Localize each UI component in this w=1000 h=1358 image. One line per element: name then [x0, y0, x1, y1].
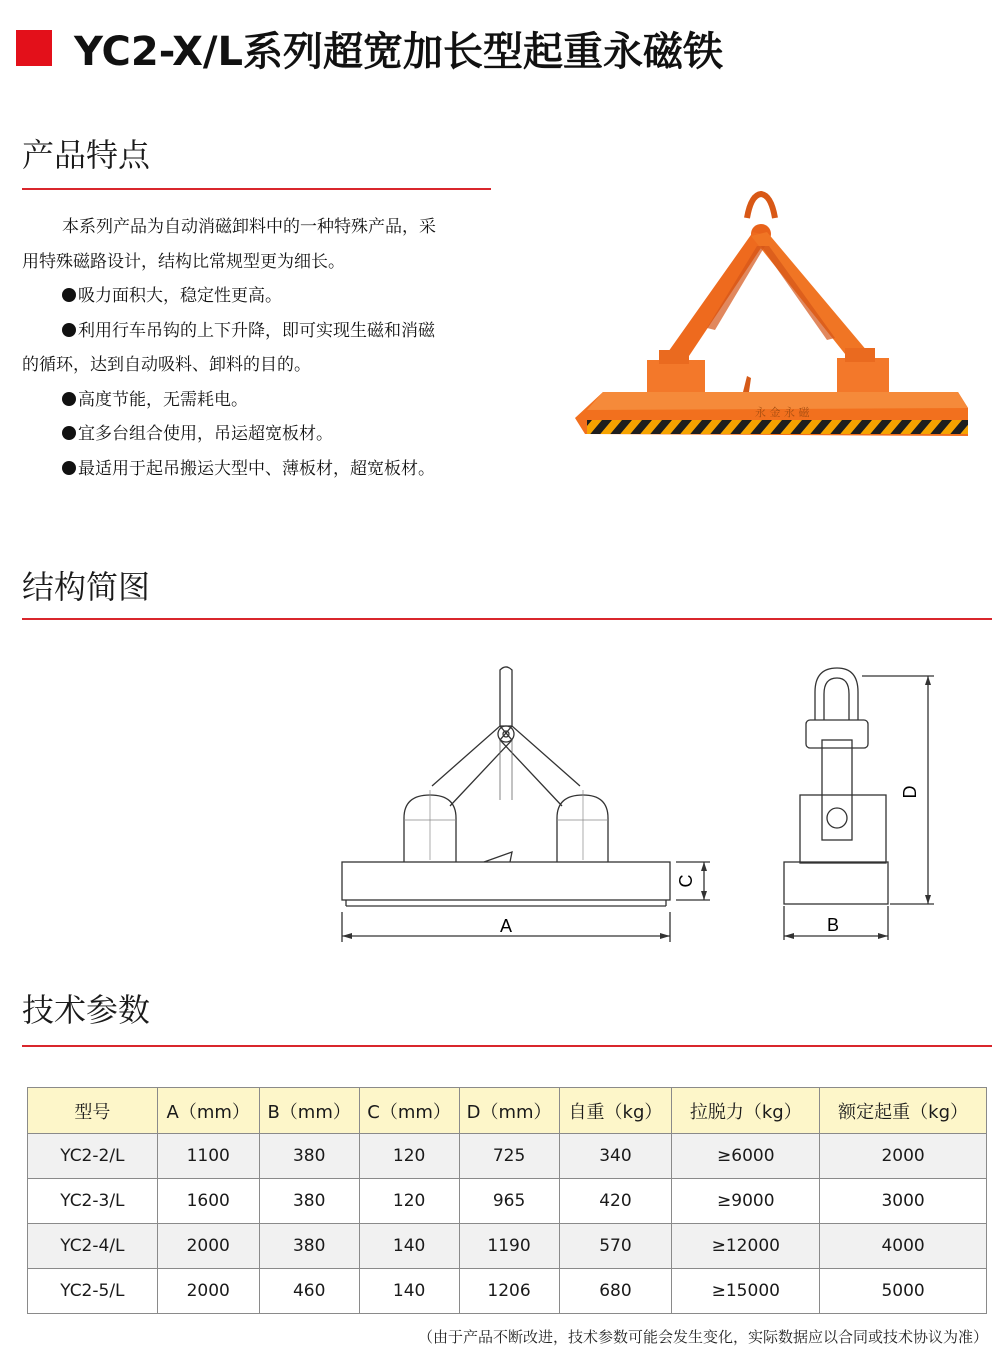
upright-cap: [845, 348, 875, 362]
table-cell: 1600: [157, 1179, 259, 1224]
front-right-block: [557, 795, 608, 862]
table-cell: YC2-5/L: [28, 1269, 158, 1314]
arm-slot: [761, 246, 835, 340]
left-arm: [661, 232, 769, 365]
footnote: （由于产品不断改进，技术参数可能会发生变化，实际数据应以合同或技术协议为准）: [417, 1328, 988, 1346]
feature-bullet-1-text: 吸力面积大，稳定性更高。: [78, 286, 282, 306]
bullet-dot-icon: [62, 323, 76, 337]
release-lever: [743, 376, 751, 392]
table-cell: YC2-3/L: [28, 1179, 158, 1224]
table-cell: 4000: [820, 1224, 987, 1269]
table-cell: ≥9000: [672, 1179, 820, 1224]
header-cell: 额定起重（kg）: [820, 1088, 987, 1134]
table-cell: 570: [559, 1224, 672, 1269]
table-cell: 340: [559, 1134, 672, 1179]
table-cell: 380: [259, 1179, 359, 1224]
page-title: YC2-X/L系列超宽加长型起重永磁铁: [74, 28, 724, 75]
feature-bullet-5-text: 最适用于起吊搬运大型中、薄板材，超宽板材。: [78, 458, 435, 479]
photo-label: 永 金 永 磁: [755, 406, 810, 419]
table-cell: 965: [459, 1179, 559, 1224]
bullet-dot-icon: [62, 461, 76, 475]
title-accent-square: [16, 30, 52, 66]
header-cell: A（mm）: [157, 1088, 259, 1134]
feature-bullet-2: [22, 314, 500, 349]
side-body: [800, 795, 886, 863]
specs-section-title: 技术参数: [22, 991, 151, 1029]
table-cell: 1206: [459, 1269, 559, 1314]
features-divider: [22, 188, 491, 190]
header-cell: 型号: [28, 1088, 158, 1134]
feature-bullet-5: [22, 452, 500, 487]
table-cell: 725: [459, 1134, 559, 1179]
lifting-ring: [747, 194, 775, 218]
bullet-dot-icon: [62, 426, 76, 440]
table-row: [28, 1269, 987, 1314]
table-cell: 380: [259, 1224, 359, 1269]
table-cell: 2000: [157, 1224, 259, 1269]
intro-line-2: 用特殊磁路设计，结构比常规型更为细长。: [22, 251, 345, 272]
intro-line-1: 本系列产品为自动消磁卸料中的一种特殊产品，采: [62, 217, 436, 237]
upright-cap: [659, 350, 689, 364]
table-row: [28, 1224, 987, 1269]
front-lifting-bar: [500, 667, 512, 726]
table-cell: 460: [259, 1269, 359, 1314]
table-cell: ≥15000: [672, 1269, 820, 1314]
bullet-dot-icon: [62, 288, 76, 302]
table-cell: 140: [359, 1269, 459, 1314]
table-row: [28, 1134, 987, 1179]
feature-bullet-3-text: 高度节能，无需耗电。: [78, 389, 248, 410]
table-cell: 380: [259, 1134, 359, 1179]
table-cell: 3000: [820, 1179, 987, 1224]
table-cell: ≥6000: [672, 1134, 820, 1179]
dim-a-label: A: [499, 916, 513, 936]
table-cell: 120: [359, 1179, 459, 1224]
table-cell: YC2-4/L: [28, 1224, 158, 1269]
table-cell: 2000: [820, 1134, 987, 1179]
side-shackle: [815, 668, 858, 720]
features-text: [22, 210, 500, 486]
features-section-title: 产品特点: [22, 136, 151, 174]
dim-d-label: D: [900, 785, 920, 799]
page-title-bar: [16, 28, 724, 75]
spec-table: [27, 1087, 987, 1314]
table-row: [28, 1179, 987, 1224]
side-pin-block: [806, 720, 868, 748]
side-base: [784, 862, 888, 904]
header-cell: C（mm）: [359, 1088, 459, 1134]
feature-bullet-1: [22, 279, 500, 314]
table-cell: 120: [359, 1134, 459, 1179]
front-lever: [484, 852, 512, 862]
table-cell: YC2-2/L: [28, 1134, 158, 1179]
structure-section-title: 结构简图: [22, 568, 151, 606]
table-cell: 140: [359, 1224, 459, 1269]
table-cell: 5000: [820, 1269, 987, 1314]
table-cell: 420: [559, 1179, 672, 1224]
header-cell: 自重（kg）: [559, 1088, 672, 1134]
table-header-row: [28, 1088, 987, 1134]
side-hanger: [822, 740, 852, 840]
front-base: [342, 862, 670, 900]
header-cell: D（mm）: [459, 1088, 559, 1134]
dim-b-label: B: [826, 915, 840, 935]
feature-bullet-3: [22, 383, 500, 418]
feature-bullet-2-text: 利用行车吊钩的上下升降，即可实现生磁和消磁: [78, 320, 435, 341]
specs-divider: [22, 1045, 992, 1047]
feature-bullet-4-text: 宜多台组合使用，吊运超宽板材。: [78, 424, 333, 444]
feature-bullet-4: [22, 417, 500, 452]
structure-divider: [22, 618, 992, 620]
table-cell: ≥12000: [672, 1224, 820, 1269]
product-photo: [575, 190, 970, 465]
dim-c-label: C: [676, 874, 696, 888]
structure-drawing: [330, 655, 950, 955]
feature-bullet-2-cont: 的循环，达到自动吸料、卸料的目的。: [22, 355, 311, 375]
table-cell: 1100: [157, 1134, 259, 1179]
front-pivot: [498, 726, 514, 742]
hazard-stripe: [587, 420, 968, 434]
table-cell: 1190: [459, 1224, 559, 1269]
table-cell: 680: [559, 1269, 672, 1314]
bullet-dot-icon: [62, 392, 76, 406]
header-cell: B（mm）: [259, 1088, 359, 1134]
table-cell: 2000: [157, 1269, 259, 1314]
header-cell: 拉脱力（kg）: [672, 1088, 820, 1134]
